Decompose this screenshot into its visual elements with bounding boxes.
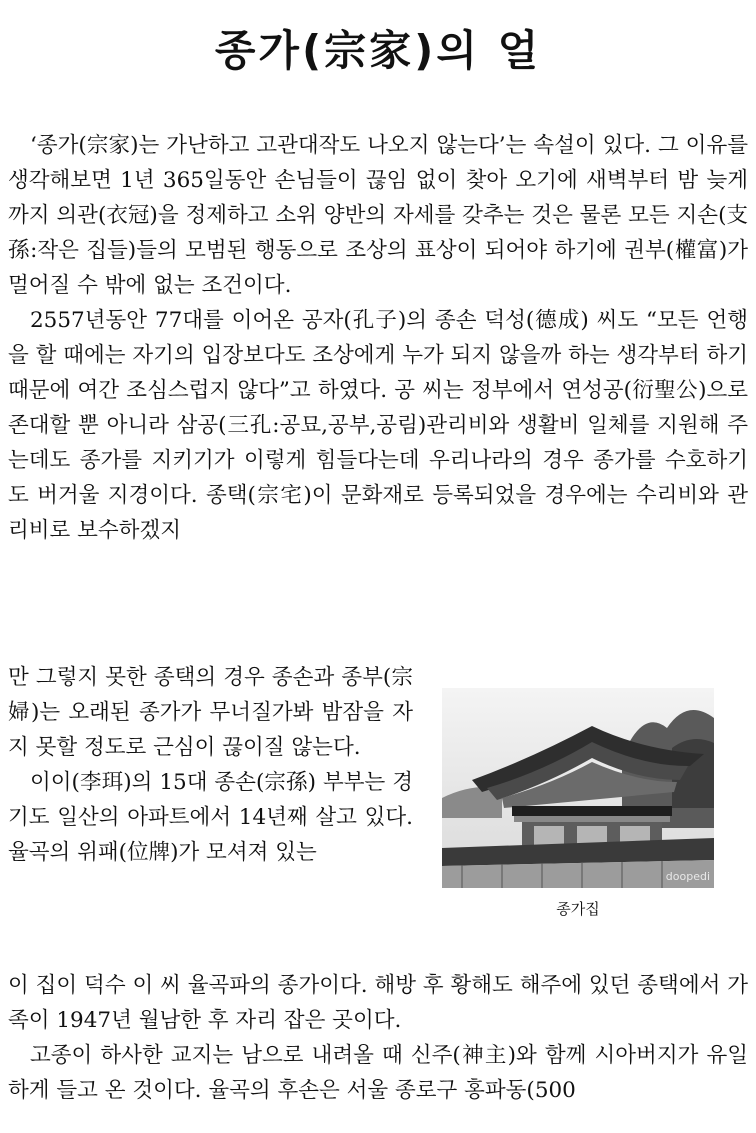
jongga-house-photo [442, 688, 714, 888]
paragraph-4: 고종이 하사한 교지는 남으로 내려올 때 신주(神主)와 함께 시아버지가 유일하게 들고 온 것이다. 율곡의 후손은 서울 종로구 홍파동(500 [8, 1043, 748, 1103]
body-text-bottom [8, 968, 748, 1108]
paragraph-2-continued: 만 그렇지 못한 종택의 경우 종손과 종부(宗婦)는 오래된 종가가 무너질가봐 밤잠을 자지 못할 정도로 근심이 끊이질 않는다. [8, 665, 413, 760]
figure [442, 688, 714, 919]
paragraph-3: 이이(李珥)의 15대 종손(宗孫) 부부는 경기도 일산의 아파트에서 14년째 살고 있다. 율곡의 위패(位牌)가 모셔져 있는 [8, 770, 413, 865]
figure-caption: 종가집 [556, 900, 600, 918]
paragraph-2: 2557년동안 77대를 이어온 공자(孔子)의 종손 덕성(德成) 씨도 “모든 언행을 할 때에는 자기의 입장보다도 조상에게 누가 되지 않을까 하는 생각부터 하기 때문에 여간 조심스럽지 않다”고 하였다. 공 씨는 정부에서 연성공(衍聖公)으로 존대할 뿐 아니라 삼공(三孔:공묘,공부,공림)관리비와 생활비 일체를 지원해 주는데도 종가를 지키기가 이렇게 힘들다는데 우리나라의 경우 종가를 수호하기도 버거울 지경이다. 종택(宗宅)이 문화재로 등록되었을 경우에는 수리비와 관리비로 보수하겠지 [8, 308, 748, 543]
photo-watermark: doopedi [665, 870, 710, 883]
page-title: 종가(宗家)의 얼 [214, 26, 542, 75]
paragraph-3-continued: 이 집이 덕수 이 씨 율곡파의 종가이다. 해방 후 황해도 해주에 있던 종택에서 가족이 1947년 월남한 후 자리 잡은 곳이다. [8, 973, 748, 1033]
body-text-wrap [8, 660, 413, 870]
paragraph-1: ‘종가(宗家)는 가난하고 고관대작도 나오지 않는다’는 속설이 있다. 그 이유를 생각해보면 1년 365일동안 손님들이 끊임 없이 찾아 오기에 새벽부터 밤 늦게까지 의관(衣冠)을 정제하고 소위 양반의 자세를 갖추는 것은 물론 모든 지손(支孫:작은 집들)들의 모범된 행동으로 조상의 표상이 되어야 하기에 권부(權富)가 멀어질 수 밖에 없는 조건이다. [8, 133, 748, 298]
body-text-top [8, 128, 748, 548]
